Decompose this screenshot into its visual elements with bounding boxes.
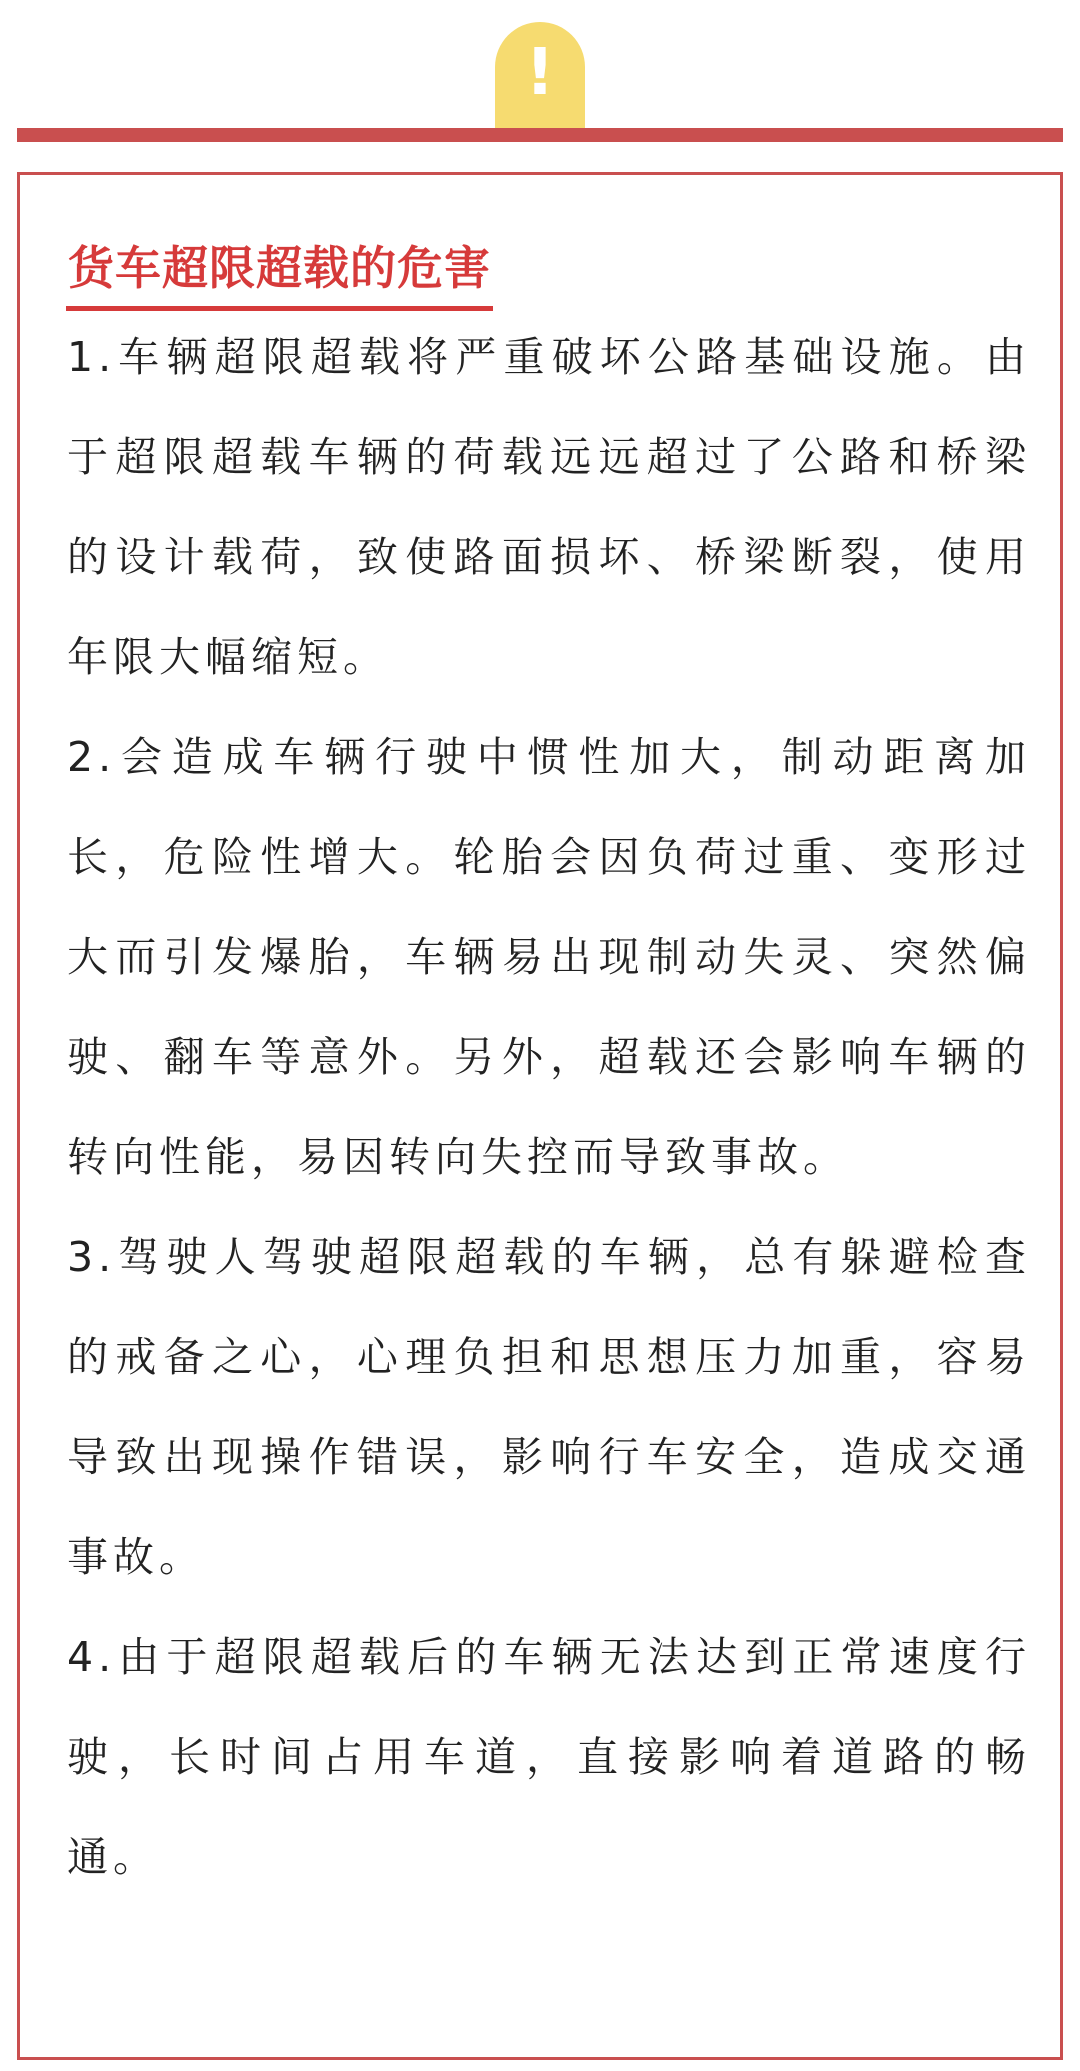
header-divider — [17, 128, 1063, 142]
paragraph: 3.驾驶人驾驶超限超载的车辆，总有躲避检查的戒备之心，心理负担和思想压力加重，容易导致出现操作错误，影响行车安全，造成交通事故。 — [67, 1233, 1031, 1581]
paragraph: 4.由于超限超载后的车辆无法达到正常速度行驶，长时间占用车道，直接影响着道路的畅通。 — [67, 1633, 1031, 1881]
exclamation-icon: ! — [525, 36, 555, 110]
content-card — [17, 172, 1063, 2060]
alert-icon — [495, 22, 585, 137]
paragraph: 2.会造成车辆行驶中惯性加大，制动距离加长，危险性增大。轮胎会因负荷过重、变形过大而引发爆胎，车辆易出现制动失灵、突然偏驶、翻车等意外。另外，超载还会影响车辆的转向性能，易因转向失控而导致事故。 — [67, 733, 1031, 1181]
section-title: 货车超限超载的危害 — [66, 238, 493, 311]
article-body — [67, 307, 1031, 1907]
paragraph: 1.车辆超限超载将严重破坏公路基础设施。由于超限超载车辆的荷载远远超过了公路和桥梁的设计载荷，致使路面损坏、桥梁断裂，使用年限大幅缩短。 — [67, 333, 1031, 681]
